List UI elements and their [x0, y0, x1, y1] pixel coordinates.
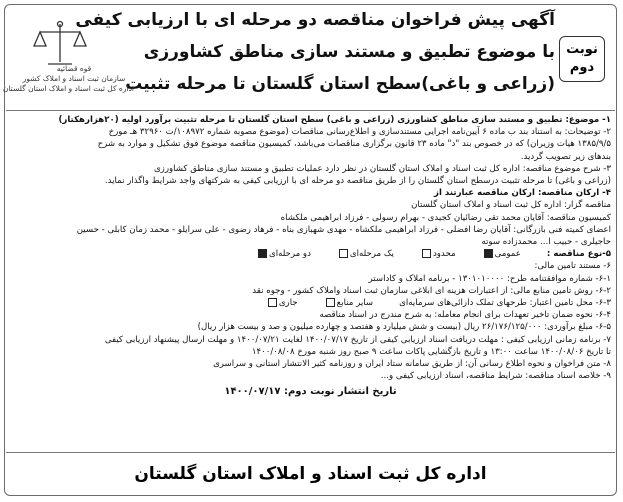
funding-source-label: ۶-۳- محل تامین اعتبار: طرحهای تملک دارائی‌های سرمایه‌ای: [399, 298, 611, 309]
logo-line-3: اداره کل ثبت اسناد و املاک استان گلستان: [2, 84, 134, 93]
option-public: عمومی: [482, 248, 521, 260]
funding-source-row: [10, 297, 611, 309]
schedule-line-1: ۷- برنامه زمانی ارزیابی کیفی : مهلت دریافت اسناد ارزیابی کیفی از تاریخ ۱۴۰۰/۰۷/۱۷ لغایت ۱۴۰۰/۰۷/۲۱ و مهلت ارسال پیشنهاد ارزیابی کیفی: [104, 334, 611, 345]
funding-method: ۶-۲- روش تامین منابع مالی: از اعتبارات هزینه ای ابلاغی سازمان ثبت اسناد واملاک کشور - وجوه نقد: [252, 285, 611, 296]
title-line-1: آگهی پیش فراخوان مناقصه دو مرحله ای با ارزیابی کیفی: [75, 10, 555, 30]
checkbox-empty-icon: [326, 298, 335, 307]
subject-line: ۱- موضوع: تطبیق و مستند سازی مناطق کشاورزی (زراعی و باغی) سطح استان گلستان تا مرحله تثبیت برآورد اولیه (۲۰هزارهکتار): [58, 115, 611, 125]
tender-commission: کمیسیون مناقصه: آقایان محمد تقی رضائیان کجیدی - بهرام رسولی - فرزاد ابراهیمی ملکشاه: [280, 212, 611, 223]
logo-line-1: قوه قضائیه: [56, 64, 92, 73]
notes-line-3: بندهای زیر تصویب گردید.: [520, 151, 611, 162]
option-two-stage: دو مرحله‌ای: [256, 248, 311, 260]
announcement-method: ۸- متن فراخوان و نحوه اطلاع رسانی آن: از طریق سامانه ستاد ایران و روزنامه کثیر الانتشار استانی و سراسری: [213, 359, 611, 370]
checkbox-empty-icon: [422, 249, 431, 258]
notes-line-2: ۱۳۸۵/۹/۵ هیات وزیران) که در خصوص بند "د" ماده ۲۳ قانون برگزاری مناقصات می‌باشد، کمیسیون مناقصه موضوع فوق تشکیل و موارد به شرح: [97, 139, 611, 150]
technical-committee-line-2: حاجیلری - حبیب ا... محمدزاده سوته: [481, 237, 611, 248]
checkbox-checked-icon: [258, 249, 267, 258]
tender-holder: مناقصه گزار: اداره کل ثبت اسناد و املاک استان گلستان: [411, 200, 611, 211]
description-line-2: (زراعی و باغی) تا مرحله تثبیت درسطح استان گلستان را از طریق مناقصه دو مرحله ای با ارزیابی کیفی به شرکتهای واجد شرایط واگذار نماید.: [104, 176, 611, 187]
checkbox-checked-icon: [484, 249, 493, 258]
agreement-number: ۶-۱- شماره موافقتنامه طرح: ۱۳۰۱۰۱۰۰۰۰ - برنامه املاک و کاداستر: [368, 273, 611, 284]
publish-date: تاریخ انتشار نوبت دوم: ۱۴۰۰/۰۷/۱۷: [224, 386, 397, 398]
issue-badge: [559, 36, 605, 82]
estimated-amount: ۶-۵- مبلغ برآوردی: ۲۶/۱۷۶/۱۲۵/۰۰۰ ریال (بیست و شش میلیارد و هفتصد و چهارده میلیون و صد و بیست هزار ریال): [197, 322, 611, 333]
title-line-2: با موضوع تطبیق و مستند سازی مناطق کشاورزی: [143, 42, 555, 62]
notice-body: [10, 114, 611, 452]
footer-organization: اداره کل ثبت اسناد و املاک استان گلستان: [6, 452, 615, 495]
title-line-3: (زراعی و باغی)سطح استان گلستان تا مرحله تثبیت: [125, 74, 555, 94]
judiciary-emblem-icon: [24, 18, 96, 70]
funding-heading: ۶- مستند تامین مالی:: [534, 261, 611, 272]
guarantee-line: ۶-۴- نحوه ضمان تاخیر تعهدات برای انجام معامله: به شرح مندرج در اسناد مناقصه: [319, 310, 611, 321]
notice-header: [2, 6, 615, 111]
pillars-heading: ۴- ارکان مناقصه: ارکان مناقصه عبارتند از: [434, 188, 611, 199]
tender-type-row: [10, 248, 611, 260]
description-line-1: ۳- شرح موضوع مناقصه: اداره کل ثبت اسناد و املاک استان گلستان در نظر دارد عملیات تطبیق و مستند سازی مناطق کشاورزی: [153, 163, 611, 174]
badge-line-1: نوبت: [566, 42, 598, 57]
badge-line-2: دوم: [569, 60, 595, 75]
schedule-line-2: تا تاریخ ۱۴۰۰/۰۸/۰۶ ساعت ۱۳:۰۰ و تاریخ بازگشایی پاکات ساعت ۹ صبح روز شنبه مورخ ۱۴۰۰/۰۸/۰۸: [251, 346, 611, 357]
tender-type-label: ۵-نوع مناقصه :: [546, 249, 611, 260]
technical-committee-line-1: اعضای کمیته فنی بازرگانی: آقایان رضا افضلی - فرزاد ابراهیمی ملکشاه - مهدی شهبازی بناه - فرهاد رضوی - علی سرایلو - محمد زمان کابلی - حسین: [76, 224, 611, 235]
checkbox-empty-icon: [339, 249, 348, 258]
option-limited: محدود: [420, 248, 456, 260]
logo-line-2: سازمان ثبت اسناد و املاک کشور: [22, 74, 126, 83]
option-current: جاری: [266, 297, 298, 309]
notes-line-1: ۲- توضیحات: به استناد بند ب ماده ۶ آیین‌نامه اجرایی مستندسازی و اطلاع‌رسانی مناقصات (موضوع مصوبه شماره ۱۰۸۹۷۲/ت ۳۲۹۶۰ هـ مورخ: [108, 127, 611, 138]
option-other-sources: سایر منابع: [324, 297, 373, 309]
checkbox-empty-icon: [268, 298, 277, 307]
option-one-stage: یک مرحله‌ای: [337, 248, 394, 260]
documents-summary: ۹- خلاصه اسناد مناقصه: شرایط مناقصه، اسناد ارزیابی کیفی و...: [380, 371, 611, 382]
